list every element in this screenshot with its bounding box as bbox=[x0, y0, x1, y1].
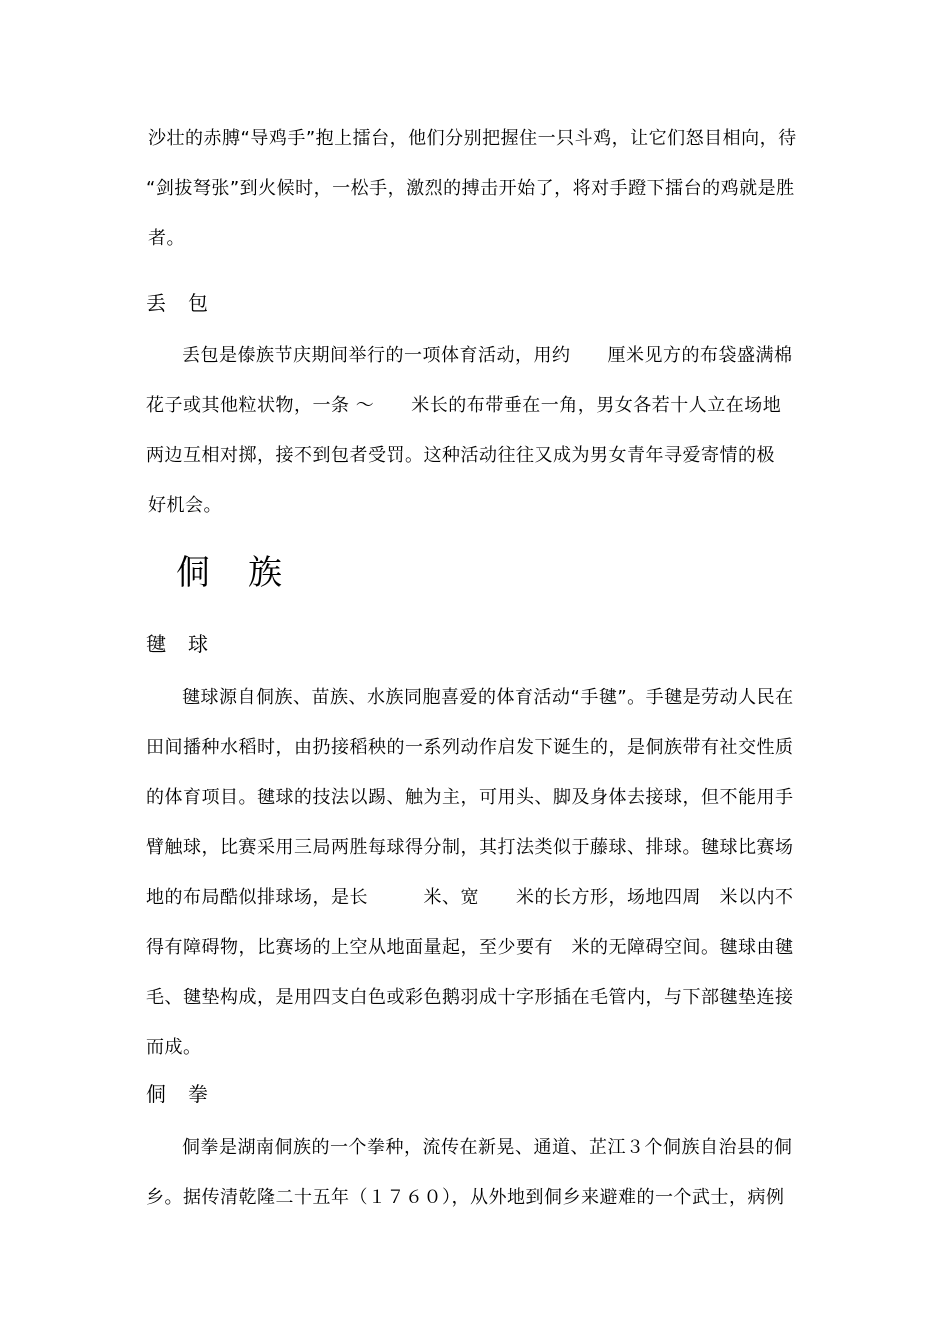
text-line: 毛、毽垫构成，是用四支白色或彩色鹅羽成十字形插在毛管内，与下部毽垫连接 bbox=[146, 987, 794, 1008]
text-line: 侗拳是湖南侗族的一个拳种，流传在新晃、通道、芷江３个侗族自治县的侗 bbox=[182, 1137, 793, 1158]
text-line: 而成。 bbox=[146, 1037, 202, 1058]
text-line: 两边互相对掷，接不到包者受罚。这种活动往往又成为男女青年寻爱寄情的极 bbox=[146, 445, 775, 466]
text-line: 花子或其他粒状物，一条 ～ 米长的布带垂在一角，男女各若十人立在场地 bbox=[146, 395, 782, 416]
text-line: 乡。据传清乾隆二十五年（１７６０），从外地到侗乡来避难的一个武士，病例 bbox=[146, 1187, 785, 1208]
text-line: 地的布局酷似排球场，是长 米、宽 米的长方形，场地四周 米以内不 bbox=[146, 887, 794, 908]
text-line: “剑拔弩张”到火候时，一松手，激烈的搏击开始了，将对手蹬下擂台的鸡就是胜 bbox=[146, 178, 795, 199]
text-line: 毽球源自侗族、苗族、水族同胞喜爱的体育活动“手毽”。手毽是劳动人民在 bbox=[182, 687, 794, 708]
text-line: 得有障碍物，比赛场的上空从地面量起，至少要有 米的无障碍空间。毽球由毽 bbox=[146, 937, 794, 958]
chapter-title-dong: 侗 族 bbox=[176, 553, 284, 593]
section-heading-jianqiu: 毽 球 bbox=[146, 632, 209, 656]
section-heading-dongquan: 侗 拳 bbox=[146, 1082, 209, 1106]
text-line: 臂触球，比赛采用三局两胜每球得分制，其打法类似于藤球、排球。毽球比赛场 bbox=[146, 837, 794, 858]
text-line: 者。 bbox=[148, 228, 185, 249]
text-line: 田间播种水稻时，由扔接稻秧的一系列动作启发下诞生的，是侗族带有社交性质 bbox=[146, 737, 794, 758]
text-line: 沙壮的赤膊“导鸡手”抱上擂台，他们分别把握住一只斗鸡，让它们怒目相向，待 bbox=[148, 128, 797, 149]
text-line: 的体育项目。毽球的技法以踢、触为主，可用头、脚及身体去接球，但不能用手 bbox=[146, 787, 794, 808]
text-line: 丢包是傣族节庆期间举行的一项体育活动，用约 厘米见方的布袋盛满棉 bbox=[182, 345, 793, 366]
text-line: 好机会。 bbox=[148, 495, 222, 516]
section-heading-diubao: 丢 包 bbox=[146, 291, 209, 315]
